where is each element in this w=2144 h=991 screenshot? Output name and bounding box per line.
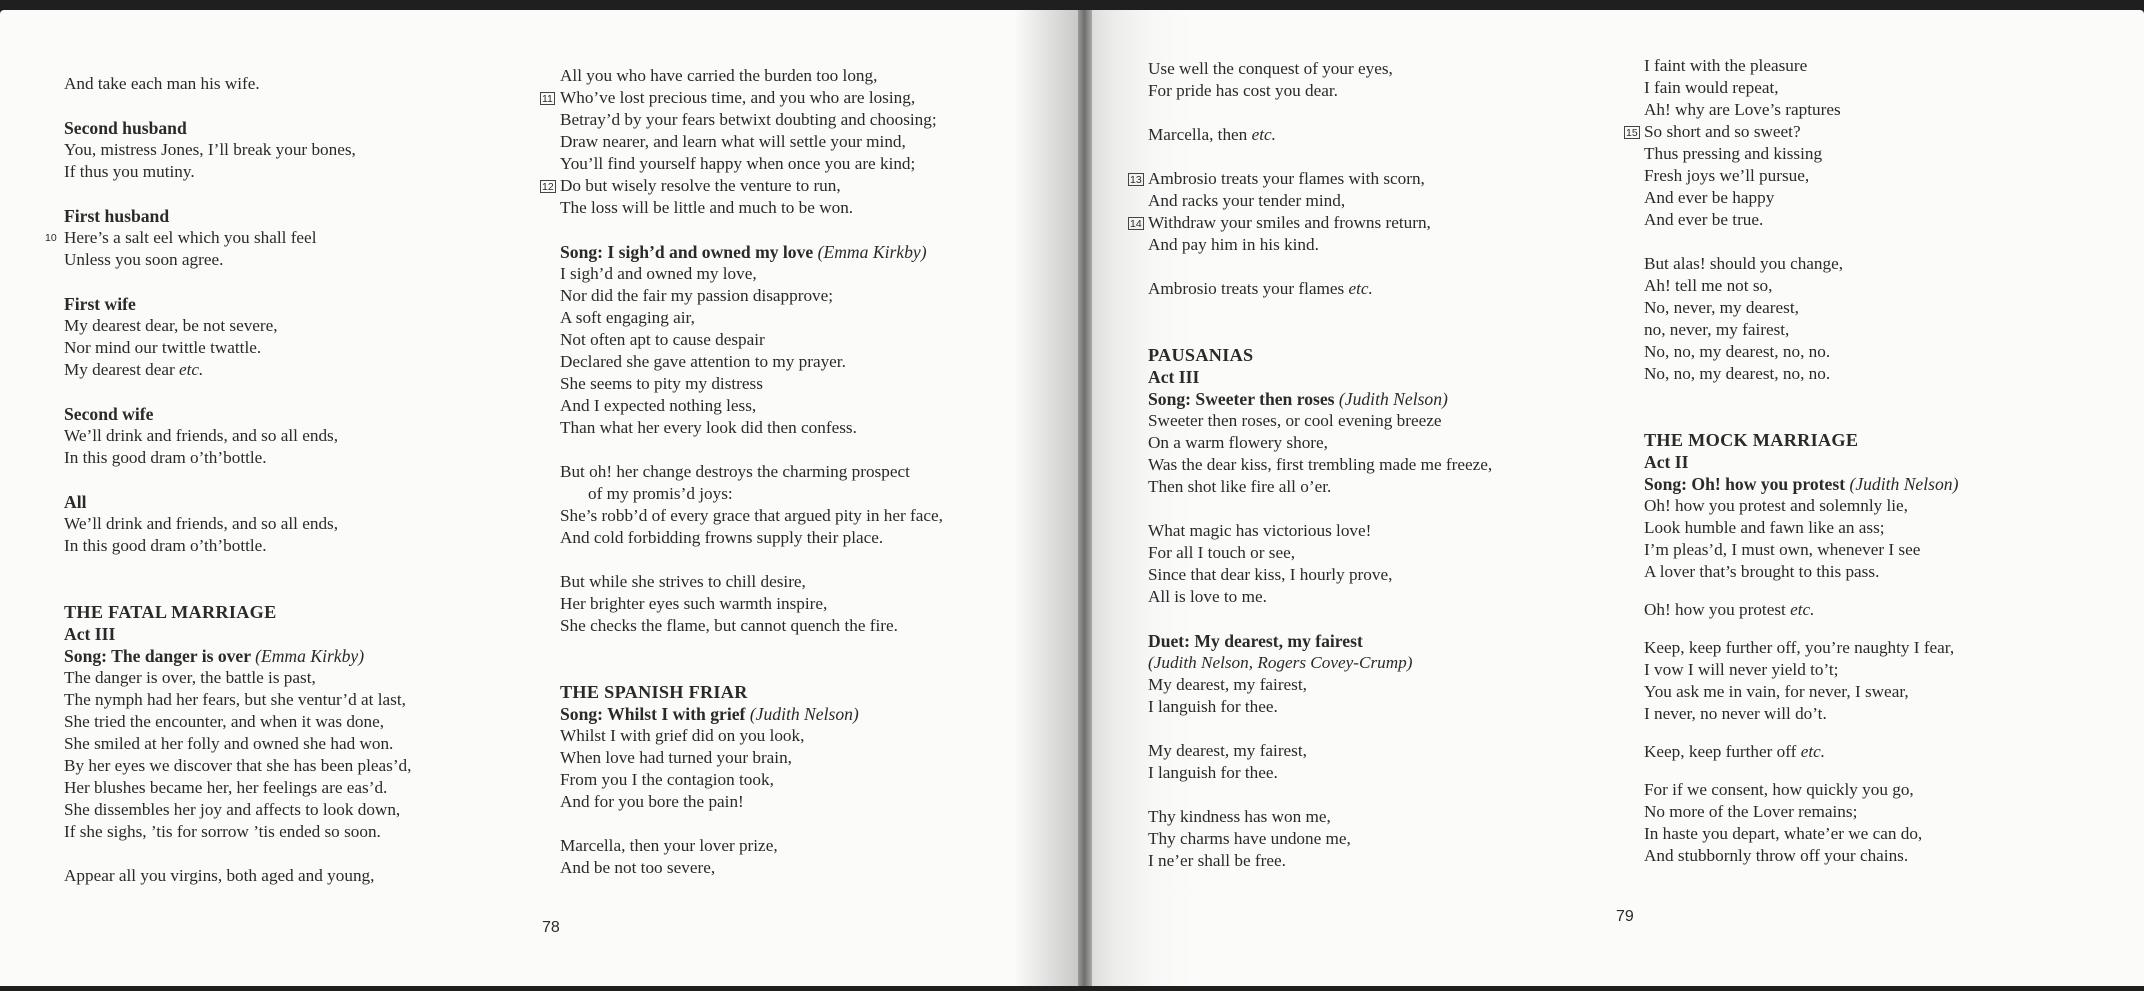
lyric-text: Look humble and fawn like an ass;	[1644, 518, 1885, 537]
lyric-line	[1148, 740, 1492, 762]
lyric-text: By her eyes we discover that she has been pleas’d,	[64, 756, 412, 775]
lyric-text: Ah! why are Love’s raptures	[1644, 100, 1841, 119]
left-page-column-2	[560, 65, 943, 879]
lyric-line	[560, 417, 943, 439]
song-title: Song: Oh! how you protest	[1644, 474, 1846, 494]
lyric-text: My dearest dear	[64, 360, 175, 379]
song-heading	[560, 241, 943, 263]
lyric-line	[64, 447, 411, 469]
section-heading: Act III	[64, 624, 116, 644]
lyric-text: All is love to me.	[1148, 587, 1267, 606]
lyric-text: Keep, keep further off, you’re naughty I fear,	[1644, 638, 1955, 657]
lyric-text: Not often apt to cause despair	[560, 330, 765, 349]
lyric-line	[64, 711, 411, 733]
lyric-text: Nor mind our twittle twattle.	[64, 338, 262, 357]
lyric-line	[1644, 779, 1958, 801]
lyric-line	[1644, 121, 1958, 143]
lyric-line	[64, 821, 411, 843]
lyric-text: But alas! should you change,	[1644, 254, 1844, 273]
stanza-gap	[1644, 763, 1958, 779]
stanza-gap	[560, 813, 943, 835]
lyric-line	[1644, 99, 1958, 121]
lyric-line	[1644, 253, 1958, 275]
lyric-line	[1148, 696, 1492, 718]
lyric-line	[560, 857, 943, 879]
lyric-text: And be not too severe,	[560, 858, 716, 877]
lyric-line	[560, 285, 943, 307]
lyric-line	[560, 835, 943, 857]
lyric-text: The nymph had her fears, but she ventur’d at last,	[64, 690, 406, 709]
stanza-gap	[1644, 583, 1958, 599]
lyric-text: You’ll find yourself happy when once you are kind;	[560, 154, 916, 173]
lyric-text: Then shot like fire all o’er.	[1148, 477, 1332, 496]
lyric-text: What magic has victorious love!	[1148, 521, 1372, 540]
song-title: Song: I sigh’d and owned my love	[560, 242, 814, 262]
lyric-text: From you I the contagion took,	[560, 770, 774, 789]
lyric-text: Ambrosio treats your flames with scorn,	[1148, 169, 1425, 188]
lyric-line	[64, 73, 411, 95]
lyric-text: And for you bore the pain!	[560, 792, 744, 811]
lyric-line	[64, 865, 411, 887]
lyric-text: When love had turned your brain,	[560, 748, 792, 767]
lyric-text: But while she strives to chill desire,	[560, 572, 806, 591]
lyric-text: Sweeter then roses, or cool evening breeze	[1148, 411, 1442, 430]
stanza-gap	[1148, 256, 1492, 278]
lyric-text: I languish for thee.	[1148, 697, 1278, 716]
lyric-text: of my promis’d joys:	[588, 484, 733, 503]
section-gap	[64, 557, 411, 601]
lyric-text: For pride has cost you dear.	[1148, 81, 1338, 100]
lyric-line	[64, 777, 411, 799]
stanza-gap	[64, 381, 411, 403]
song-title: Song: Whilst I with grief	[560, 704, 746, 724]
lyric-text: In this good dram o’th’bottle.	[64, 536, 267, 555]
lyric-line	[64, 359, 411, 381]
lyric-line	[1644, 275, 1958, 297]
right-page-column-2	[1644, 55, 1958, 867]
lyric-text: And take each man his wife.	[64, 74, 260, 93]
lyric-text: Thy charms have undone me,	[1148, 829, 1351, 848]
lyric-text: I’m pleas’d, I must own, whenever I see	[1644, 540, 1921, 559]
performer-credit: (Judith Nelson, Rogers Covey-Crump)	[1148, 653, 1413, 672]
lyric-text: For all I touch or see,	[1148, 543, 1296, 562]
song-heading	[64, 645, 411, 667]
section-gap	[1644, 385, 1958, 429]
lyric-text: She tried the encounter, and when it was done,	[64, 712, 385, 731]
lyric-line	[560, 373, 943, 395]
lyric-line	[560, 505, 943, 527]
stanza-gap	[64, 271, 411, 293]
lyric-text: Her brighter eyes such warmth inspire,	[560, 594, 828, 613]
lyric-line	[560, 461, 943, 483]
lyric-line	[1644, 681, 1958, 703]
track-number: 13	[1130, 174, 1142, 186]
lyric-line	[560, 395, 943, 417]
lyric-line	[1148, 476, 1492, 498]
work-title: PAUSANIAS	[1148, 345, 1254, 365]
lyric-line	[560, 329, 943, 351]
stanza-gap	[1148, 718, 1492, 740]
lyric-text: Thy kindness has won me,	[1148, 807, 1331, 826]
lyric-line	[1644, 845, 1958, 867]
lyric-line	[1148, 586, 1492, 608]
etc-marker: etc.	[1800, 742, 1826, 761]
lyric-text: Unless you soon agree.	[64, 250, 224, 269]
lyric-text: I ne’er shall be free.	[1148, 851, 1286, 870]
lyric-line	[64, 667, 411, 689]
lyric-line	[64, 513, 411, 535]
lyric-text: All you who have carried the burden too long,	[560, 66, 878, 85]
lyric-line	[64, 733, 411, 755]
lyric-line	[1148, 234, 1492, 256]
track-number: 11	[542, 93, 553, 105]
lyric-text: Declared she gave attention to my prayer.	[560, 352, 846, 371]
lyric-text: I sigh’d and owned my love,	[560, 264, 757, 283]
song-title: Song: The danger is over	[64, 646, 251, 666]
lyric-text: But oh! her change destroys the charming prospect	[560, 462, 910, 481]
section-gap	[560, 637, 943, 681]
lyric-text: Oh! how you protest and solemnly lie,	[1644, 496, 1908, 515]
lyric-line	[560, 131, 943, 153]
stanza-gap	[1148, 102, 1492, 124]
lyric-text: And ever be true.	[1644, 210, 1764, 229]
lyric-line	[1148, 168, 1492, 190]
stanza-gap	[64, 469, 411, 491]
lyric-line	[560, 725, 943, 747]
lyric-line	[560, 153, 943, 175]
etc-marker: etc.	[1790, 600, 1815, 619]
lyric-line	[1644, 659, 1958, 681]
stanza-gap	[1148, 784, 1492, 806]
lyric-line	[560, 483, 943, 505]
lyric-text: Whilst I with grief did on you look,	[560, 726, 805, 745]
lyric-text: She dissembles her joy and affects to look down,	[64, 800, 401, 819]
stanza-gap	[1148, 146, 1492, 168]
lyric-text: My dearest, my fairest,	[1148, 675, 1307, 694]
right-page	[1084, 10, 2144, 986]
lyric-line	[1644, 599, 1958, 621]
lyric-line	[1644, 517, 1958, 539]
lyric-line	[560, 175, 943, 197]
lyric-text: And cold forbidding frowns supply their place.	[560, 528, 884, 547]
track-number: 12	[542, 181, 554, 193]
lyric-text: If thus you mutiny.	[64, 162, 195, 181]
lyric-text: And stubbornly throw off your chains.	[1644, 846, 1909, 865]
lyric-text: A lover that’s brought to this pass.	[1644, 562, 1880, 581]
lyric-line	[1148, 124, 1492, 146]
track-number: 10	[45, 232, 57, 244]
singer-credit: (Emma Kirkby)	[255, 646, 365, 666]
lyric-text: Withdraw your smiles and frowns return,	[1148, 213, 1431, 232]
lyric-text: Than what her every look did then confess.	[560, 418, 857, 437]
lyric-line	[1148, 850, 1492, 872]
lyric-line	[64, 535, 411, 557]
lyric-text: Since that dear kiss, I hourly prove,	[1148, 565, 1393, 584]
lyric-text: No, no, my dearest, no, no.	[1644, 364, 1831, 383]
singer-credit: (Emma Kirkby)	[817, 242, 927, 262]
lyric-line	[1644, 319, 1958, 341]
lyric-line	[1644, 741, 1958, 763]
lyric-text: I languish for thee.	[1148, 763, 1278, 782]
lyric-line	[1644, 143, 1958, 165]
lyric-line	[1148, 674, 1492, 696]
song-heading	[1644, 473, 1958, 495]
lyric-line	[560, 197, 943, 219]
singer-credit: (Judith Nelson)	[1338, 389, 1448, 409]
lyric-text: And I expected nothing less,	[560, 396, 757, 415]
lyric-line	[560, 87, 943, 109]
stanza-gap	[1148, 608, 1492, 630]
lyric-line	[1644, 539, 1958, 561]
lyric-line	[1148, 564, 1492, 586]
lyric-text: No, no, my dearest, no, no.	[1644, 342, 1831, 361]
lyric-text: Marcella, then	[1148, 125, 1248, 144]
section-heading: All	[64, 492, 87, 512]
lyric-line	[1148, 190, 1492, 212]
section-heading: Second husband	[64, 118, 187, 138]
lyric-line	[64, 249, 411, 271]
section-heading: Second wife	[64, 404, 154, 424]
lyric-line	[1148, 520, 1492, 542]
right-page-column-1	[1148, 58, 1492, 872]
lyric-line	[560, 527, 943, 549]
work-title: THE SPANISH FRIAR	[560, 682, 748, 702]
lyric-text: She checks the flame, but cannot quench the fire.	[560, 616, 898, 635]
song-heading	[1148, 388, 1492, 410]
section-heading: First husband	[64, 206, 170, 226]
section-gap	[1148, 300, 1492, 344]
lyric-text: In haste you depart, whate’er we can do,	[1644, 824, 1923, 843]
stanza-gap	[560, 219, 943, 241]
lyric-line	[1148, 806, 1492, 828]
lyric-line	[64, 337, 411, 359]
stanza-gap	[560, 549, 943, 571]
lyric-line	[560, 65, 943, 87]
lyric-text: I never, no never will do’t.	[1644, 704, 1827, 723]
etc-marker: etc.	[1251, 125, 1276, 144]
lyric-text: no, never, my fairest,	[1644, 320, 1790, 339]
lyric-text: And ever be happy	[1644, 188, 1775, 207]
lyric-text: Appear all you virgins, both aged and young,	[64, 866, 375, 885]
lyric-line	[1148, 410, 1492, 432]
song-title: Song: Sweeter then roses	[1148, 389, 1335, 409]
section-heading: Duet: My dearest, my fairest	[1148, 631, 1363, 651]
stanza-gap	[1644, 725, 1958, 741]
lyric-text: My dearest, my fairest,	[1148, 741, 1307, 760]
lyric-text: Marcella, then your lover prize,	[560, 836, 778, 855]
lyric-line	[1644, 55, 1958, 77]
lyric-line	[64, 315, 411, 337]
lyric-text: Here’s a salt eel which you shall feel	[64, 228, 317, 247]
lyric-line	[560, 263, 943, 285]
lyric-text: I faint with the pleasure	[1644, 56, 1808, 75]
stanza-gap	[1644, 621, 1958, 637]
song-heading	[560, 703, 943, 725]
lyric-line	[64, 139, 411, 161]
lyric-text: Nor did the fair my passion disapprove;	[560, 286, 834, 305]
lyric-line	[1148, 762, 1492, 784]
singer-credit: (Judith Nelson)	[749, 704, 859, 724]
left-page-column-1	[64, 73, 411, 887]
lyric-text: She smiled at her folly and owned she had won.	[64, 734, 394, 753]
lyric-text: You ask me in vain, for never, I swear,	[1644, 682, 1909, 701]
lyric-text: Who’ve lost precious time, and you who are losing,	[560, 88, 916, 107]
etc-marker: etc.	[1348, 279, 1373, 298]
lyric-line	[1148, 454, 1492, 476]
lyric-text: No more of the Lover remains;	[1644, 802, 1858, 821]
lyric-line	[64, 799, 411, 821]
lyric-text: Thus pressing and kissing	[1644, 144, 1823, 163]
stanza-gap	[1148, 498, 1492, 520]
track-number: 15	[1626, 127, 1638, 139]
lyric-text: For if we consent, how quickly you go,	[1644, 780, 1914, 799]
lyric-text: And pay him in his kind.	[1148, 235, 1319, 254]
lyric-text: No, never, my dearest,	[1644, 298, 1799, 317]
lyric-line	[1644, 209, 1958, 231]
lyric-line	[64, 425, 411, 447]
left-page	[0, 10, 1084, 986]
stanza-gap	[64, 95, 411, 117]
singer-credit: (Judith Nelson)	[1849, 474, 1959, 494]
section-heading: Act II	[1644, 452, 1689, 472]
lyric-line	[1148, 58, 1492, 80]
lyric-line	[1644, 363, 1958, 385]
book-gutter	[1078, 10, 1092, 986]
lyric-line	[1644, 801, 1958, 823]
lyric-line	[560, 307, 943, 329]
lyric-text: We’ll drink and friends, and so all ends,	[64, 514, 339, 533]
lyric-text: Ambrosio treats your flames	[1148, 279, 1345, 298]
lyric-line	[1148, 278, 1492, 300]
lyric-line	[560, 747, 943, 769]
stanza-gap	[64, 183, 411, 205]
section-heading: Act III	[1148, 367, 1200, 387]
lyric-line	[560, 615, 943, 637]
lyric-line	[1644, 297, 1958, 319]
lyric-line	[1148, 432, 1492, 454]
lyric-line	[1148, 828, 1492, 850]
lyric-text: Her blushes became her, her feelings are eas’d.	[64, 778, 388, 797]
lyric-line	[1644, 341, 1958, 363]
lyric-text: If she sighs, ’tis for sorrow ’tis ended so soon.	[64, 822, 381, 841]
lyric-line	[560, 593, 943, 615]
lyric-text: She’s robb’d of every grace that argued pity in her face,	[560, 506, 943, 525]
lyric-line	[560, 791, 943, 813]
lyric-line	[1644, 77, 1958, 99]
lyric-text: Betray’d by your fears betwixt doubting and choosing;	[560, 110, 937, 129]
section-heading: First wife	[64, 294, 136, 314]
lyric-text: I fain would repeat,	[1644, 78, 1779, 97]
lyric-text: On a warm flowery shore,	[1148, 433, 1328, 452]
lyric-text: Was the dear kiss, first trembling made me freeze,	[1148, 455, 1493, 474]
lyric-text: Do but wisely resolve the venture to run,	[560, 176, 841, 195]
lyric-line	[1644, 495, 1958, 517]
lyric-line	[560, 109, 943, 131]
stanza-gap	[1644, 231, 1958, 253]
lyric-text: A soft engaging air,	[560, 308, 695, 327]
lyric-text: She seems to pity my distress	[560, 374, 763, 393]
lyric-line	[64, 689, 411, 711]
lyric-line	[1148, 212, 1492, 234]
lyric-text: We’ll drink and friends, and so all ends,	[64, 426, 339, 445]
lyric-line	[1644, 637, 1958, 659]
lyric-line	[1644, 703, 1958, 725]
work-title: THE FATAL MARRIAGE	[64, 602, 277, 622]
page-number-right: 79	[1616, 908, 1634, 925]
stanza-gap	[64, 843, 411, 865]
lyric-text: Keep, keep further off	[1644, 742, 1797, 761]
page-number-left: 78	[542, 919, 560, 936]
lyric-text: I vow I will never yield to’t;	[1644, 660, 1839, 679]
lyric-text: Fresh joys we’ll pursue,	[1644, 166, 1810, 185]
etc-marker: etc.	[179, 360, 204, 379]
lyric-line	[1644, 561, 1958, 583]
lyric-line	[1148, 80, 1492, 102]
lyric-line	[560, 351, 943, 373]
lyric-line	[560, 571, 943, 593]
lyric-text: You, mistress Jones, I’ll break your bones,	[64, 140, 356, 159]
lyric-line	[64, 161, 411, 183]
lyric-line	[560, 769, 943, 791]
lyric-line	[1644, 823, 1958, 845]
lyric-text: The loss will be little and much to be won.	[560, 198, 854, 217]
lyric-text: Use well the conquest of your eyes,	[1148, 59, 1393, 78]
lyric-text: In this good dram o’th’bottle.	[64, 448, 267, 467]
lyric-text: My dearest dear, be not severe,	[64, 316, 278, 335]
work-title: THE MOCK MARRIAGE	[1644, 430, 1859, 450]
lyric-text: Ah! tell me not so,	[1644, 276, 1773, 295]
lyric-line	[64, 227, 411, 249]
track-number: 14	[1130, 218, 1142, 230]
lyric-text: And racks your tender mind,	[1148, 191, 1346, 210]
lyric-line	[64, 755, 411, 777]
lyric-text: The danger is over, the battle is past,	[64, 668, 316, 687]
stanza-gap	[560, 439, 943, 461]
lyric-line	[1148, 542, 1492, 564]
lyric-line	[1644, 187, 1958, 209]
lyric-line	[1644, 165, 1958, 187]
lyric-text: So short and so sweet?	[1644, 122, 1801, 141]
lyric-text: Oh! how you protest	[1644, 600, 1786, 619]
lyric-text: Draw nearer, and learn what will settle your mind,	[560, 132, 906, 151]
